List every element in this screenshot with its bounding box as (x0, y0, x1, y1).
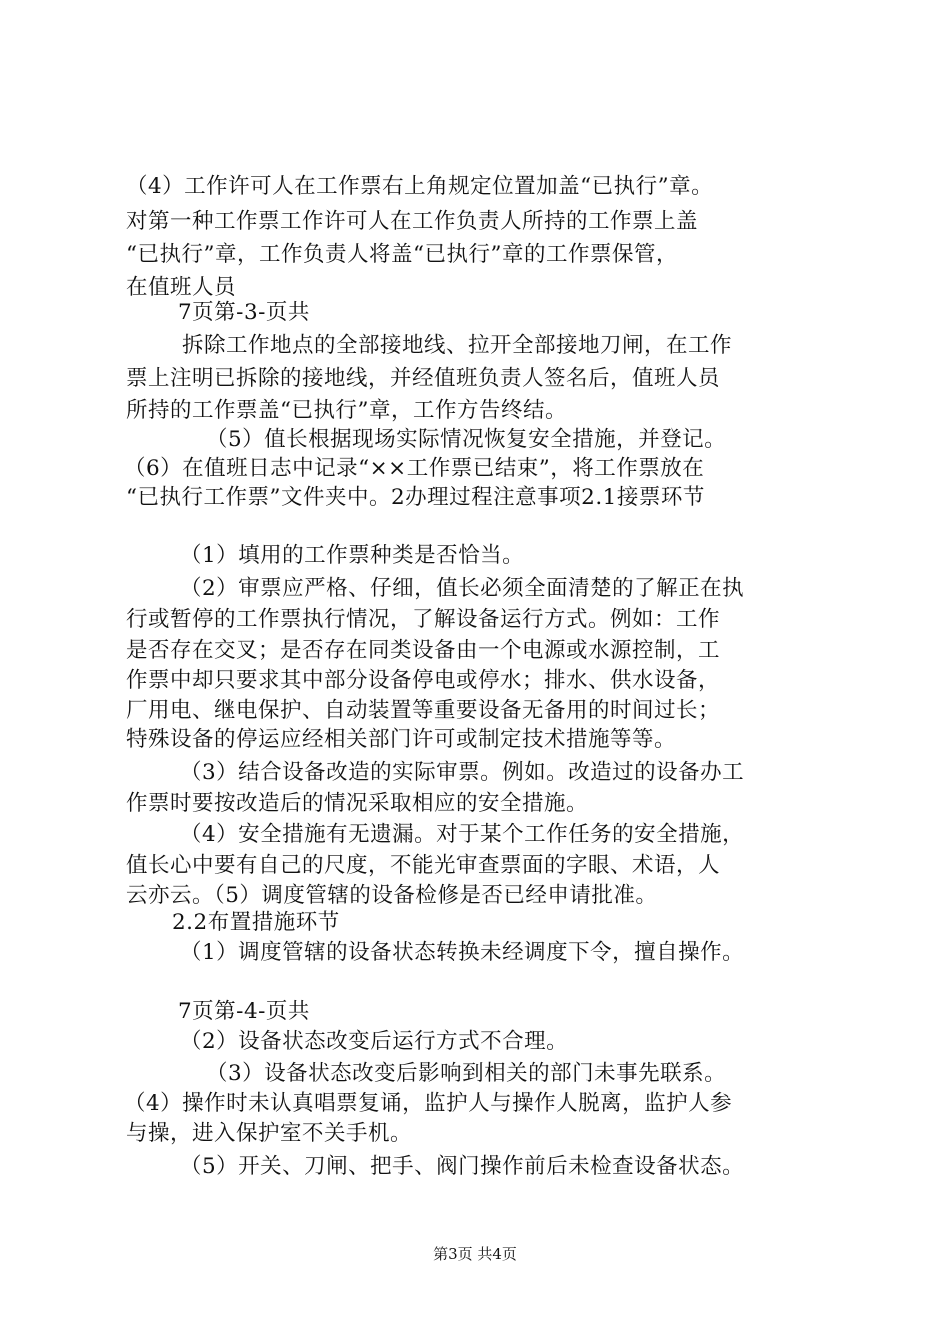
text-line: 拆除工作地点的全部接地线、拉开全部接地刀闸，在工作 (182, 333, 733, 358)
text-line: （4）操作时未认真唱票复诵，监护人与操作人脱离，监护人参 (124, 1091, 733, 1116)
text-line: 所持的工作票盖“已执行”章，工作方告终结。 (126, 398, 567, 423)
text-line: （1）调度管辖的设备状态转换未经调度下令，擅自操作。 (180, 940, 745, 965)
text-line: 票上注明已拆除的接地线，并经值班负责人签名后，值班人员 (126, 366, 721, 391)
text-line: （3）结合设备改造的实际审票。例如。改造过的设备办工 (180, 760, 745, 785)
text-line: （3）设备状态改变后影响到相关的部门未事先联系。 (206, 1061, 727, 1086)
text-line: 行或暂停的工作票执行情况，了解设备运行方式。例如：工作 (126, 607, 721, 632)
text-line: （4）安全措施有无遗漏。对于某个工作任务的安全措施， (180, 822, 745, 847)
text-line: 特殊设备的停运应经相关部门许可或制定技术措施等等。 (126, 727, 677, 752)
section-heading: 2.2布置措施环节 (172, 910, 340, 935)
text-line: 厂用电、继电保护、自动装置等重要设备无备用的时间过长； (126, 698, 721, 723)
text-line: （6）在值班日志中记录“××工作票已结束”，将工作票放在 (124, 456, 705, 481)
text-line: 值长心中要有自己的尺度，不能光审查票面的字眼、术语，人 (126, 853, 721, 878)
text-line: 对第一种工作票工作许可人在工作负责人所持的工作票上盖 (126, 209, 699, 234)
page-marker: 7页第-3-页共 (178, 300, 310, 325)
text-line: （5）值长根据现场实际情况恢复安全措施，并登记。 (206, 427, 727, 452)
page-marker: 7页第-4-页共 (178, 999, 310, 1024)
text-line: 在值班人员 (126, 275, 237, 300)
text-line: （2）设备状态改变后运行方式不合理。 (180, 1029, 569, 1054)
text-line: 是否存在交叉；是否存在同类设备由一个电源或水源控制，工 (126, 638, 721, 663)
text-line: 作票中却只要求其中部分设备停电或停水；排水、供水设备， (126, 668, 721, 693)
text-line: （4）工作许可人在工作票右上角规定位置加盖“已执行”章。 (126, 174, 714, 199)
page-footer: 第3页 共4页 (433, 1245, 517, 1263)
text-line: “已执行”章，工作负责人将盖“已执行”章的工作票保管， (126, 242, 678, 267)
text-line: （2）审票应严格、仔细，值长必须全面清楚的了解正在执 (180, 576, 745, 601)
text-line: 作票时要按改造后的情况采取相应的安全措施。 (126, 791, 589, 816)
text-line: 云亦云。（5）调度管辖的设备检修是否已经申请批准。 (126, 883, 658, 908)
text-line: （5）开关、刀闸、把手、阀门操作前后未检查设备状态。 (180, 1154, 745, 1179)
text-line: （1）填用的工作票种类是否恰当。 (180, 543, 525, 568)
text-line: 与操，进入保护室不关手机。 (126, 1121, 413, 1146)
text-line: “已执行工作票”文件夹中。2办理过程注意事项2.1接票环节 (126, 485, 705, 510)
